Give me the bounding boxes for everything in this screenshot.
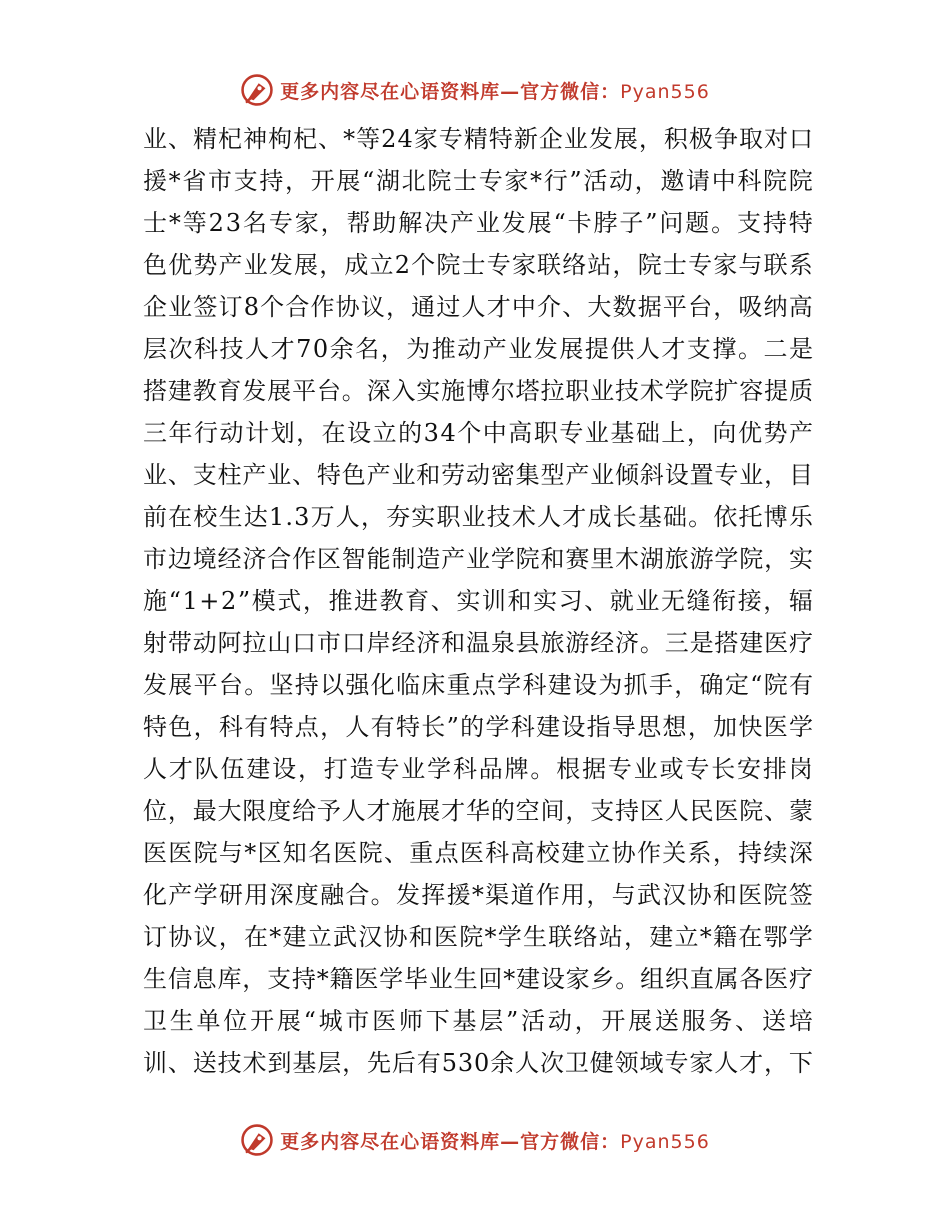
- paragraph-line: 企 业 签 订 8 个 合 作 协 议 ， 通 过 人 才 中 介 、 大 数 据 平 台 ， 吸 纳 高: [143, 293, 813, 321]
- paragraph-line: 人 才 队 伍 建 设 ， 打 造 专 业 学 科 品 牌 。 根 据 专 业 或 专 长 安 排 岗: [143, 755, 813, 783]
- paragraph-line: 训 、 送 技 术 到 基 层 ， 先 后 有 5 3 0 余 人 次 卫 健 领 域 专 家 人 才 ， 下: [143, 1049, 813, 1077]
- paragraph-line: 位 ， 最 大 限 度 给 予 人 才 施 展 才 华 的 空 间 ， 支 持 区 人 民 医 院 、 蒙: [143, 797, 813, 825]
- paragraph-line: 援 * 省 市 支 持 ， 开 展 “ 湖 北 院 士 专 家 * 行 ” 活 动 ， 邀 请 中 科 院 院: [143, 167, 813, 195]
- header-banner-text: 更多内容尽在心语资料库—官方微信：Pyan556: [280, 80, 710, 103]
- footer-banner[interactable]: [0, 1120, 950, 1160]
- paragraph-line: 施 “ 1 + 2 ” 模 式 ， 推 进 教 育 、 实 训 和 实 习 、 就 业 无 缝 衔 接 ， 辐: [143, 587, 813, 615]
- paragraph-line: 色 优 势 产 业 发 展 ， 成 立 2 个 院 士 专 家 联 络 站 ， 院 士 专 家 与 联 系: [143, 251, 813, 279]
- header-banner[interactable]: [0, 70, 950, 110]
- paragraph-line: 特 色 ， 科 有 特 点 ， 人 有 特 长 ” 的 学 科 建 设 指 导 思 想 ， 加 快 医 学: [143, 713, 813, 741]
- paragraph-line: 卫 生 单 位 开 展 “ 城 市 医 师 下 基 层 ” 活 动 ， 开 展 送 服 务 、 送 培: [143, 1007, 813, 1035]
- paragraph-line: 市 边 境 经 济 合 作 区 智 能 制 造 产 业 学 院 和 赛 里 木 湖 旅 游 学 院 ， 实: [143, 545, 813, 573]
- footer-banner-text: 更多内容尽在心语资料库—官方微信：Pyan556: [280, 1130, 710, 1153]
- header-banner-handle: Pyan556: [620, 80, 710, 103]
- paragraph-line: 化 产 学 研 用 深 度 融 合 。 发 挥 援 * 渠 道 作 用 ， 与 武 汉 协 和 医 院 签: [143, 881, 813, 909]
- pen-nib-logo-icon: [240, 73, 274, 107]
- paragraph-line: 发 展 平 台 。 坚 持 以 强 化 临 床 重 点 学 科 建 设 为 抓 手 ， 确 定 “ 院 有: [143, 671, 813, 699]
- paragraph-line: 士 * 等 2 3 名 专 家 ， 帮 助 解 决 产 业 发 展 “ 卡 脖 子 ” 问 题 。 支 持 特: [143, 209, 813, 237]
- paragraph-line: 医 医 院 与 * 区 知 名 医 院 、 重 点 医 科 高 校 建 立 协 作 关 系 ， 持 续 深: [143, 839, 813, 867]
- pen-nib-logo-icon: [240, 1123, 274, 1157]
- paragraph-line: 前 在 校 生 达 1 . 3 万 人 ， 夯 实 职 业 技 术 人 才 成 长 基 础 。 依 托 博 乐: [143, 503, 813, 531]
- paragraph-line: 层 次 科 技 人 才 7 0 余 名 ， 为 推 动 产 业 发 展 提 供 人 才 支 撑 。 二 是: [143, 335, 813, 363]
- paragraph-line: 三 年 行 动 计 划 ， 在 设 立 的 3 4 个 中 高 职 专 业 基 础 上 ， 向 优 势 产: [143, 419, 813, 447]
- paragraph-line: 业 、 精 杞 神 枸 杞 、 * 等 2 4 家 专 精 特 新 企 业 发 展 ， 积 极 争 取 对 口: [143, 125, 813, 153]
- paragraph-line: 射 带 动 阿 拉 山 口 市 口 岸 经 济 和 温 泉 县 旅 游 经 济 。 三 是 搭 建 医 疗: [143, 629, 813, 657]
- paragraph-line: 搭 建 教 育 发 展 平 台 。 深 入 实 施 博 尔 塔 拉 职 业 技 术 学 院 扩 容 提 质: [143, 377, 813, 405]
- paragraph-line: 订 协 议 ， 在 * 建 立 武 汉 协 和 医 院 * 学 生 联 络 站 ， 建 立 * 籍 在 鄂 学: [143, 923, 813, 951]
- paragraph-line: 生 信 息 库 ， 支 持 * 籍 医 学 毕 业 生 回 * 建 设 家 乡 。 组 织 直 属 各 医 疗: [143, 965, 813, 993]
- body-text: [143, 118, 813, 1084]
- paragraph-line: 业 、 支 柱 产 业 、 特 色 产 业 和 劳 动 密 集 型 产 业 倾 斜 设 置 专 业 ， 目: [143, 461, 813, 489]
- footer-banner-handle: Pyan556: [620, 1130, 710, 1153]
